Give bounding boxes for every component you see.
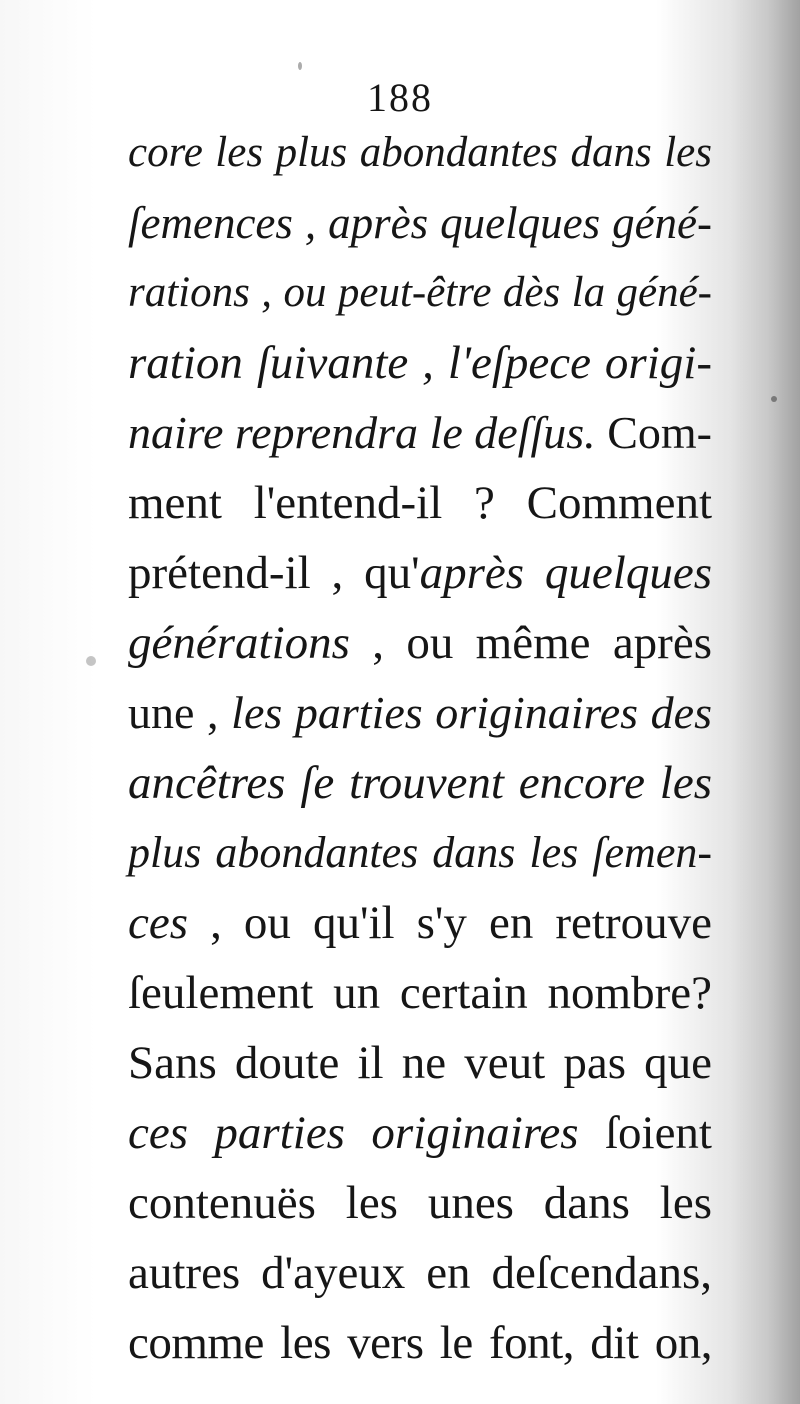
roman-segment: Com- — [595, 407, 712, 458]
text-line-18: comme les vers le font, dit on, — [128, 1317, 712, 1369]
page-number: 188 — [367, 75, 433, 120]
text-line-3: rations , ou peut-être dès la géné- — [128, 269, 712, 316]
text-line-6: ment l'entend-il ? Comment — [128, 477, 712, 529]
text-line-1: core les plus abondantes dans les — [128, 129, 712, 176]
text-line-10: ancêtres ſe trouvent encore les — [128, 757, 712, 809]
roman-segment: ſoient — [578, 1107, 712, 1159]
italic-segment: naire reprendra le deſſus. — [128, 407, 596, 458]
text-line-12 — [128, 888, 712, 958]
text-line-16: contenuës les unes dans les — [128, 1177, 712, 1229]
text-line-5 — [128, 398, 712, 468]
roman-segment: , ou même après — [349, 617, 712, 669]
text-line-15 — [128, 1098, 712, 1168]
page-edge-shadow — [730, 0, 800, 1404]
ink-speck — [298, 62, 302, 70]
text-line-8 — [128, 608, 712, 678]
ink-speck — [771, 396, 777, 402]
italic-segment: après quelques — [419, 547, 713, 599]
ink-speck — [86, 656, 96, 666]
text-line-9 — [128, 678, 712, 748]
text-line-11: plus abondantes dans les ſemen- — [128, 828, 712, 877]
text-line-17: autres d'ayeux en deſcendans, — [128, 1247, 712, 1299]
italic-segment: ces — [128, 897, 189, 949]
roman-segment: prétend-il , qu' — [128, 547, 420, 599]
roman-segment: , ou qu'il s'y en retrouve — [188, 897, 712, 949]
text-line-13: ſeulement un certain nombre? — [128, 967, 712, 1019]
italic-segment: ces parties originaires — [128, 1107, 579, 1159]
italic-segment: générations — [128, 617, 350, 669]
text-line-2: ſemences , après quelques géné- — [128, 198, 712, 248]
italic-segment: les parties originaires des — [231, 687, 712, 738]
body-text — [128, 118, 712, 1378]
text-line-14: Sans doute il ne veut pas que — [128, 1037, 712, 1089]
text-line-7 — [128, 538, 712, 608]
text-line-4: ration ſuivante , l'eſpece origi- — [128, 337, 712, 389]
roman-segment: une , — [128, 687, 232, 738]
